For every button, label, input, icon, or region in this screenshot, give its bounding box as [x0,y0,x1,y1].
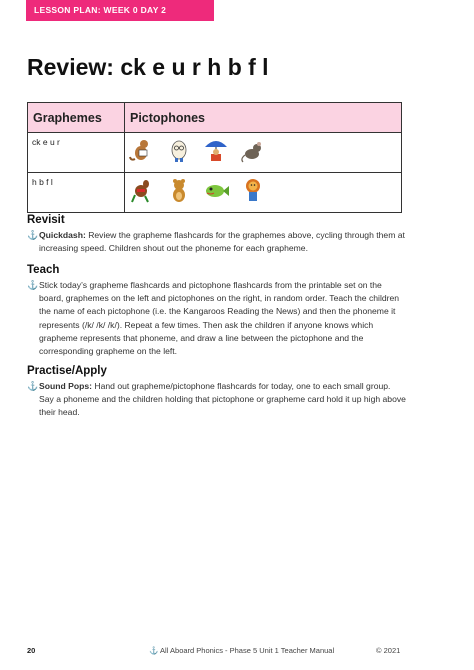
rat-icon [240,137,266,163]
pictophones-header: Pictophones [125,103,402,133]
practise-paragraph [27,380,407,420]
lion-icon [240,177,266,203]
fish-icon [203,177,229,203]
anchor-icon: ⚓ [27,230,39,240]
table-row [28,173,402,213]
horse-icon [129,177,155,203]
grapheme-table [27,102,402,213]
graphemes-cell: h b f l [28,173,125,213]
graphemes-header: Graphemes [28,103,125,133]
pictophones-cell [125,133,402,173]
egg-character-icon [166,137,192,163]
revisit-text-wrap [39,229,407,255]
pictophones-cell [125,173,402,213]
teach-paragraph [27,279,407,358]
practise-text: Hand out grapheme/pictophone flashcards for today, one to each small group. Say a phoneme and the children holding that pictophone or grapheme card hold it up high above their head. [39,381,406,418]
umbrella-character-icon [203,137,229,163]
anchor-icon: ⚓ [149,646,159,655]
page-number: 20 [27,646,36,655]
footer-center [149,646,334,655]
teach-section [27,264,407,358]
practise-heading: Practise/Apply [27,365,107,377]
teach-heading: Teach [27,264,60,276]
graphemes-cell: ck e u r [28,133,125,173]
footer-manual-title: All Aboard Phonics - Phase 5 Unit 1 Teacher Manual [160,646,335,655]
sound-pops-label: Sound Pops: [39,381,92,391]
bear-icon [166,177,192,203]
revisit-text: Review the grapheme flashcards for the graphemes above, cycling through them at increasing speed. Children shout out the phoneme for each grapheme. [39,230,405,254]
table-row [28,133,402,173]
practise-text-wrap [39,380,407,420]
anchor-icon: ⚓ [27,381,39,391]
page-title: Review: ck e u r h b f l [27,54,269,80]
revisit-heading: Revisit [27,214,65,226]
kangaroo-icon [129,137,155,163]
teach-text: Stick today’s grapheme flashcards and pictophone flashcards from the printable set on the board, graphemes on the left and pictophones on the right, in random order. Teach the children the name of each pictophone (i.e. the Kangaroos Reading the News) and then the phoneme it represents (/k/ /k/ /k/). Repeat a few times. Then ask the children if anyone knows which grapheme represents that phoneme, and draw a line between the pictophone and the corresponding grapheme on the left. [39,280,400,357]
anchor-icon: ⚓ [27,280,39,290]
lesson-plan-tag: LESSON PLAN: WEEK 0 DAY 2 [26,0,214,21]
revisit-paragraph [27,229,407,255]
revisit-section [27,214,407,255]
practise-section [27,365,407,420]
footer-copyright: © 2021 [376,646,401,655]
quickdash-label: Quickdash: [39,230,86,240]
